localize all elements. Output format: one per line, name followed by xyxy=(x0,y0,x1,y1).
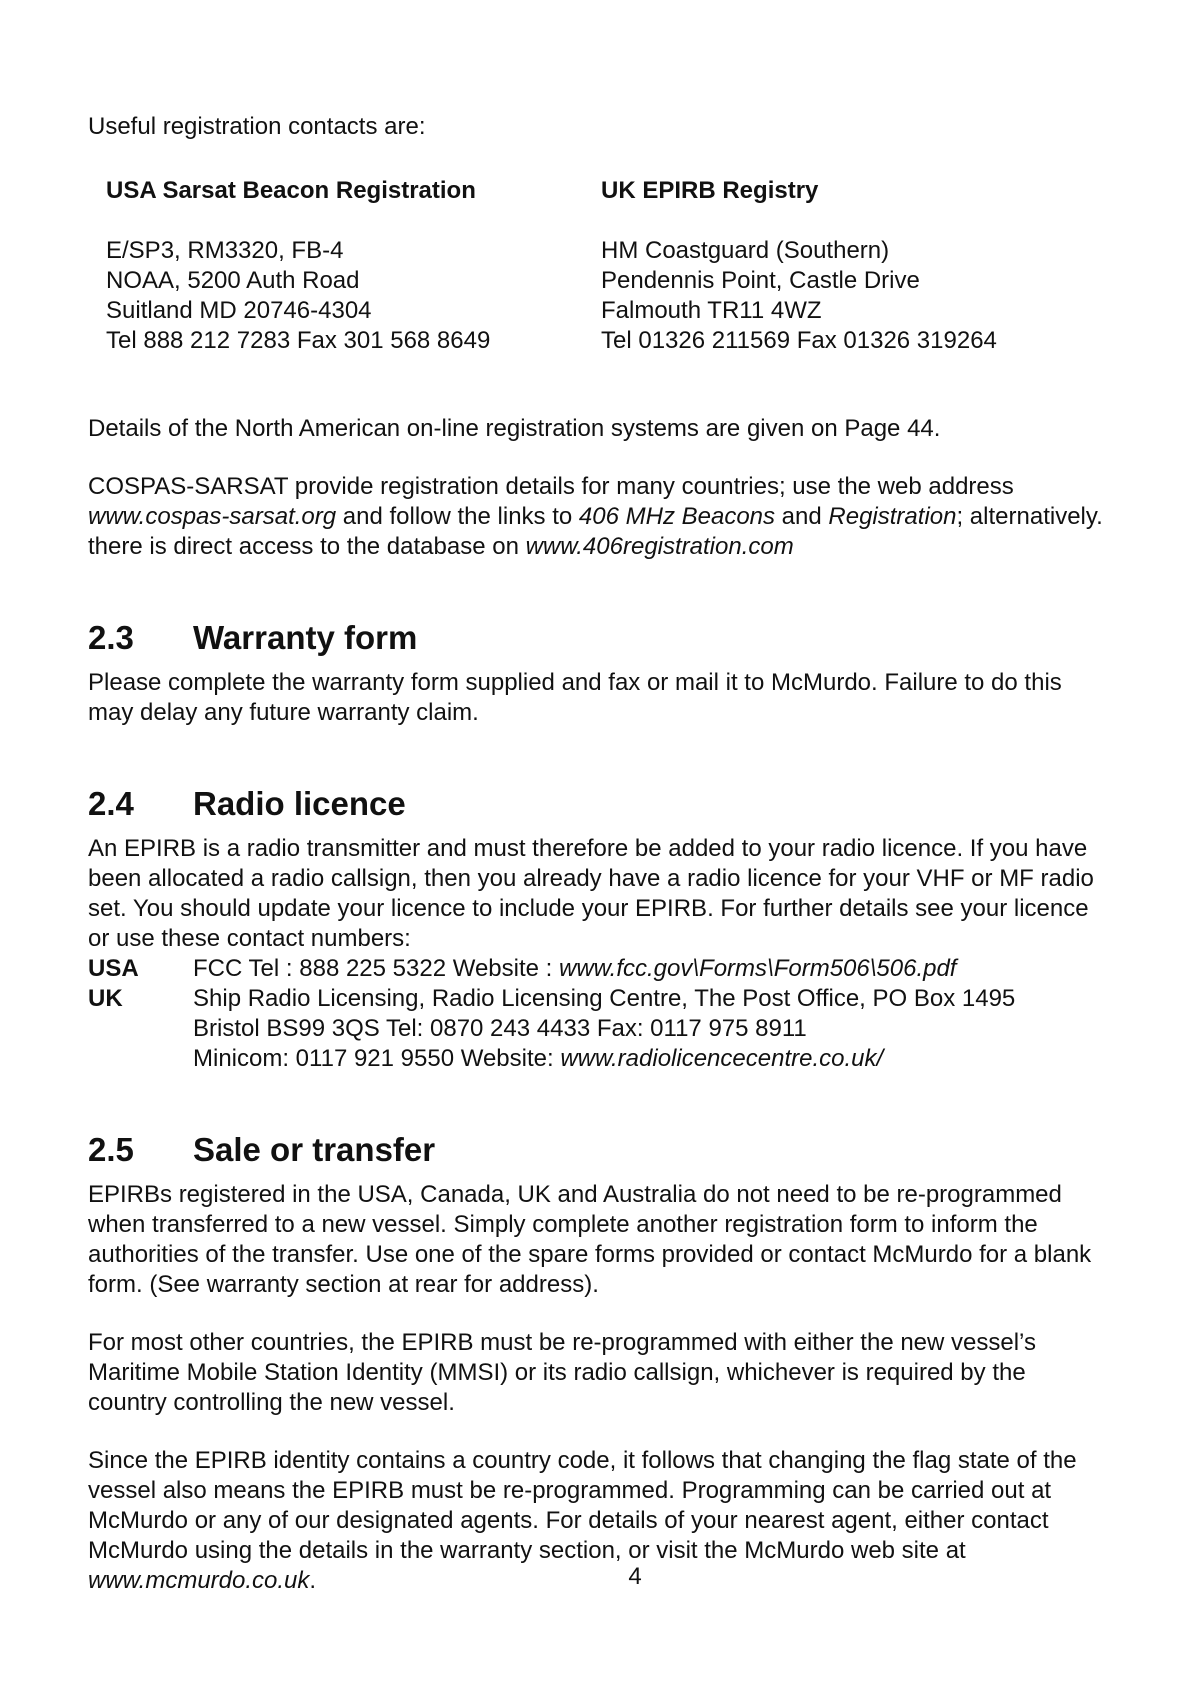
section-title: Warranty form xyxy=(193,619,418,656)
cospas-text-3: and xyxy=(775,503,829,530)
contact-detail xyxy=(193,984,1108,1074)
usa-contact-heading: USA Sarsat Beacon Registration xyxy=(106,177,476,204)
uk-contact-line-2: Bristol BS99 3QS Tel: 0870 243 4433 Fax: 0117 975 8911 xyxy=(193,1015,807,1042)
section-number: 2.5 xyxy=(88,1131,134,1168)
north-america-note: Details of the North American on-line registration systems are given on Page 44. xyxy=(88,415,941,442)
cospas-paragraph xyxy=(88,472,1108,562)
section-heading-warranty xyxy=(88,618,1108,658)
usa-contact-text: FCC Tel : 888 225 5322 Website : xyxy=(193,955,559,982)
beacons-link-text: 406 MHz Beacons xyxy=(578,503,776,530)
fcc-link[interactable]: www.fcc.gov\Forms\Form506\506.pdf xyxy=(559,955,957,982)
sale-paragraph-3-text: Since the EPIRB identity contains a country code, it follows that changing the flag state of the vessel also means the EPIRB must be re-programmed. Programming can be carried out at McMurdo or any of our designated agents. For details of your nearest agent, either contact McMurdo using the details in the warranty section, or visit the McMurdo web site at xyxy=(88,1447,1077,1564)
radio-contact-usa xyxy=(88,954,1108,984)
sale-paragraph-2: For most other countries, the EPIRB must be re-programmed with either the new vessel’s Maritime Mobile Station Identity (MMSI) or its radio callsign, whichever is required by the country controlling the new vessel. xyxy=(88,1329,1036,1416)
sale-paragraph-3-end: . xyxy=(309,1567,317,1594)
section-number: 2.3 xyxy=(88,619,134,656)
registration-link-text: Registration xyxy=(828,503,957,530)
cospas-text-1: COSPAS-SARSAT provide registration details for many countries; use the web address xyxy=(88,473,1014,500)
uk-minicom-text: Minicom: 0117 921 9550 Website: xyxy=(193,1045,561,1072)
section-title: Radio licence xyxy=(193,785,406,822)
usa-contact xyxy=(106,146,601,386)
contact-detail xyxy=(193,954,1108,984)
uk-contact-heading: UK EPIRB Registry xyxy=(601,177,819,204)
cospas-text-2: and follow the links to xyxy=(336,503,579,530)
usa-contact-address: E/SP3, RM3320, FB-4 NOAA, 5200 Auth Road Suitland MD 20746-4304 Tel 888 212 7283 Fax 301 568 8649 xyxy=(106,237,491,354)
sale-paragraph-1: EPIRBs registered in the USA, Canada, UK and Australia do not need to be re-programmed when transferred to a new vessel. Simply complete another registration form to inform the authorities of the transfer. Use one of the spare forms provided or contact McMurdo for a blank form. (See warranty section at rear for address). xyxy=(88,1181,1092,1298)
country-label: UK xyxy=(88,985,123,1012)
cospas-text-4: ; alternatively. there is direct access to the database on xyxy=(88,503,1103,560)
registration-intro: Useful registration contacts are: xyxy=(88,113,426,140)
uk-contact xyxy=(601,146,997,386)
country-label: USA xyxy=(88,955,139,982)
page-number: 4 xyxy=(628,1563,642,1590)
section-heading-sale xyxy=(88,1130,1108,1170)
registration-contacts xyxy=(106,146,1108,386)
section-title: Sale or transfer xyxy=(193,1131,436,1168)
section-number: 2.4 xyxy=(88,785,134,822)
mcmurdo-link[interactable]: www.mcmurdo.co.uk xyxy=(88,1567,310,1594)
page-content xyxy=(88,112,1108,1596)
cospas-link[interactable]: www.cospas-sarsat.org xyxy=(88,503,337,530)
radiolicence-link[interactable]: www.radiolicencecentre.co.uk/ xyxy=(560,1045,884,1072)
406registration-link[interactable]: www.406registration.com xyxy=(525,533,794,560)
radio-body: An EPIRB is a radio transmitter and must therefore be added to your radio licence. If you have been allocated a radio callsign, then you already have a radio licence for your VHF or MF radio set. You should update your licence to include your EPIRB. For further details see your licence or use these contact numbers: xyxy=(88,835,1094,952)
radio-contact-uk xyxy=(88,984,1108,1074)
section-heading-radio xyxy=(88,784,1108,824)
warranty-body: Please complete the warranty form supplied and fax or mail it to McMurdo. Failure to do this may delay any future warranty claim. xyxy=(88,669,1062,726)
uk-contact-address: HM Coastguard (Southern) Pendennis Point, Castle Drive Falmouth TR11 4WZ Tel 01326 211569 Fax 01326 319264 xyxy=(601,237,997,354)
uk-contact-line-1: Ship Radio Licensing, Radio Licensing Centre, The Post Office, PO Box 1495 xyxy=(193,985,1016,1012)
uk-contact-line-3 xyxy=(193,1044,1108,1074)
